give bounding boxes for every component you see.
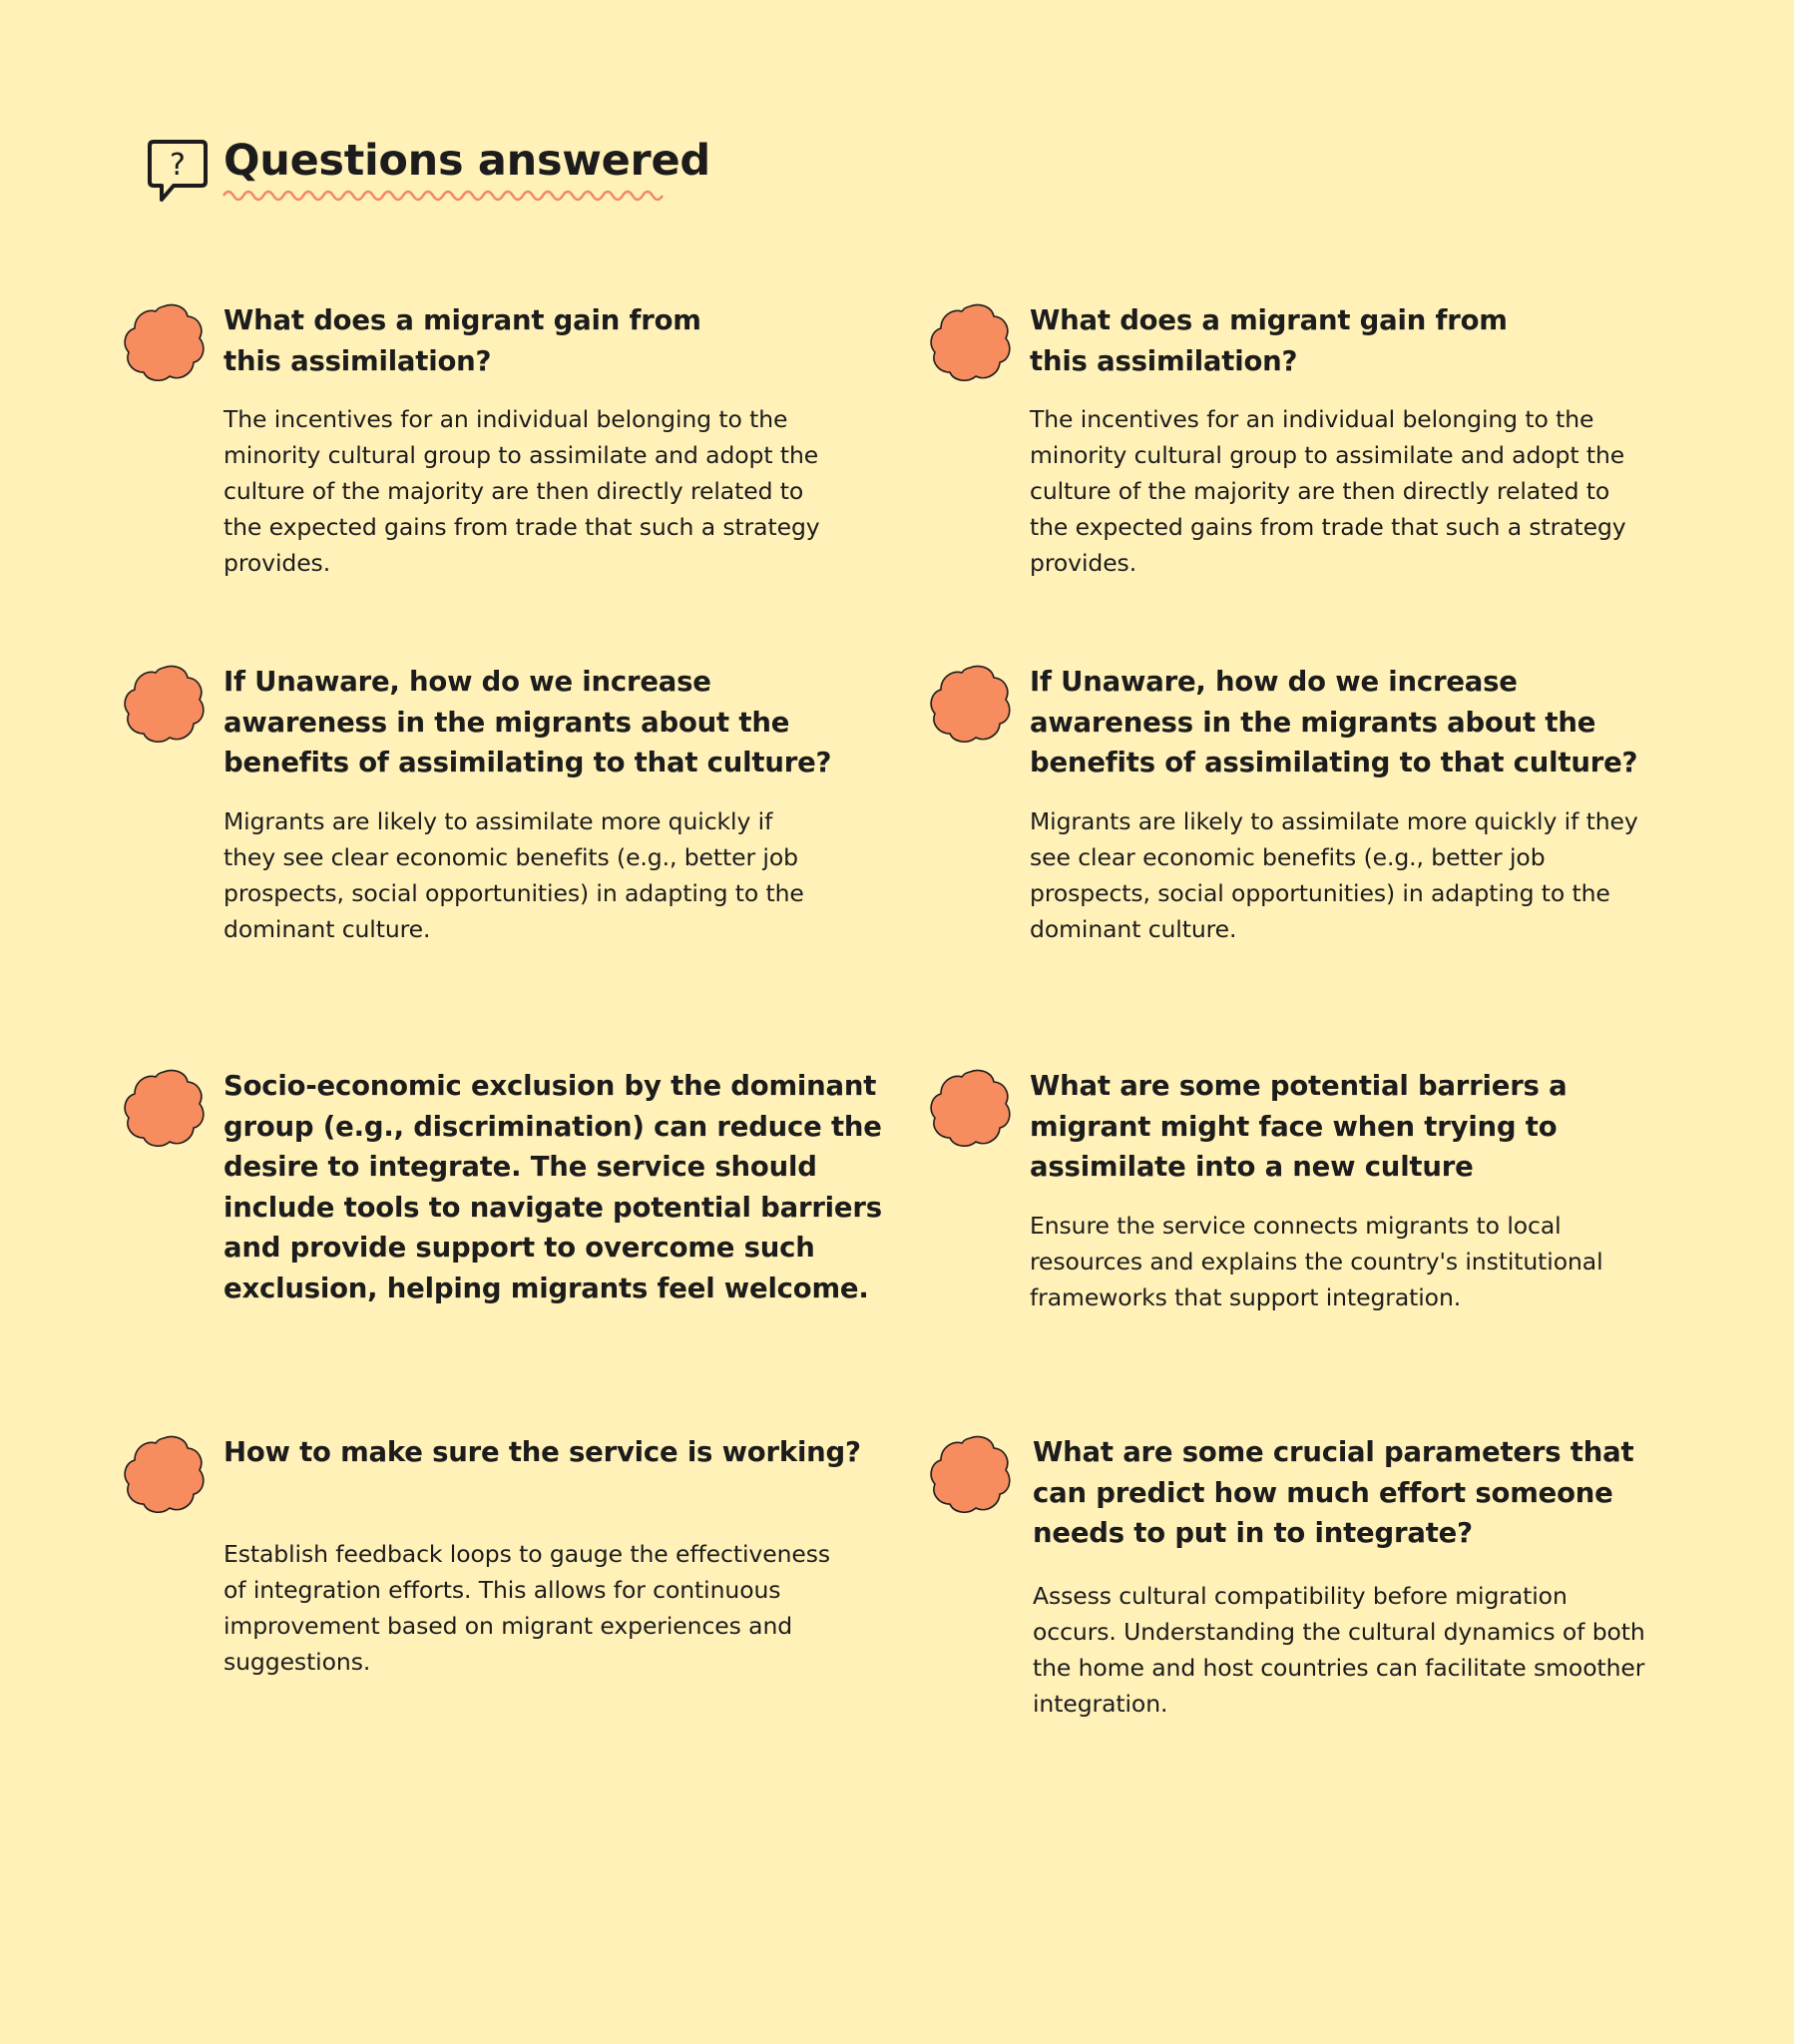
orange-blob-icon: [122, 662, 206, 746]
answer-text: The incentives for an individual belonging to the minority cultural group to assimilate and adopt the culture of the majority are then directly related to the expected gains from trade that such a strategy provides.: [224, 405, 820, 577]
question-text: What are some crucial parameters that can predict how much effort someone needs to put in to integrate?: [1033, 1436, 1634, 1549]
question-bubble-icon: [148, 138, 208, 206]
question-text: What does a migrant gain from this assimilation?: [1030, 304, 1508, 377]
orange-blob-icon: [122, 1432, 206, 1516]
qa-item: [928, 1432, 1696, 1732]
question-text: What are some potential barriers a migrant might face when trying to assimilate into a new culture: [1030, 1070, 1568, 1183]
qa-item: [122, 1432, 880, 1682]
answer-text: Migrants are likely to assimilate more quickly if they see clear economic benefits (e.g., better job prospects, social opportunities) in adapting to the dominant culture.: [224, 807, 804, 943]
svg-text:?: ?: [170, 148, 186, 183]
qa-item: [122, 300, 880, 600]
answer-text: Establish feedback loops to gauge the effectiveness of integration efforts. This allows for continuous improvement based on migrant experiences and suggestions.: [224, 1540, 831, 1676]
question-text: How to make sure the service is working?: [224, 1436, 861, 1468]
question-text: What does a migrant gain from this assimilation?: [224, 304, 701, 377]
orange-blob-icon: [928, 300, 1012, 384]
orange-blob-icon: [122, 300, 206, 384]
qa-item: [122, 662, 880, 961]
orange-blob-icon: [928, 1432, 1012, 1516]
title-underline: [222, 188, 667, 202]
answer-text: Assess cultural compatibility before migration occurs. Understanding the cultural dynamics of both the home and host countries can facilitate smoother integration.: [1033, 1582, 1645, 1718]
qa-item: [928, 300, 1686, 600]
question-text: If Unaware, how do we increase awareness in the migrants about the benefits of assimilating to that culture?: [1030, 666, 1638, 778]
qa-item: [928, 662, 1686, 961]
question-text: If Unaware, how do we increase awareness in the migrants about the benefits of assimilating to that culture?: [224, 666, 832, 778]
orange-blob-icon: [928, 662, 1012, 746]
qa-item: [928, 1066, 1686, 1325]
question-text: Socio-economic exclusion by the dominant group (e.g., discrimination) can reduce the desire to integrate. The service should include tools to navigate potential barriers and provide support to overcome such exclusion, helping migrants feel welcome.: [224, 1070, 882, 1304]
answer-text: Migrants are likely to assimilate more quickly if they see clear economic benefits (e.g., better job prospects, social opportunities) in adapting to the dominant culture.: [1030, 807, 1638, 943]
answer-text: Ensure the service connects migrants to local resources and explains the country's institutional frameworks that support integration.: [1030, 1212, 1603, 1311]
page-title: Questions answered: [224, 136, 710, 186]
orange-blob-icon: [122, 1066, 206, 1150]
answer-text: The incentives for an individual belonging to the minority cultural group to assimilate and adopt the culture of the majority are then directly related to the expected gains from trade that such a strategy provides.: [1030, 405, 1626, 577]
orange-blob-icon: [928, 1066, 1012, 1150]
qa-item: [122, 1066, 880, 1335]
